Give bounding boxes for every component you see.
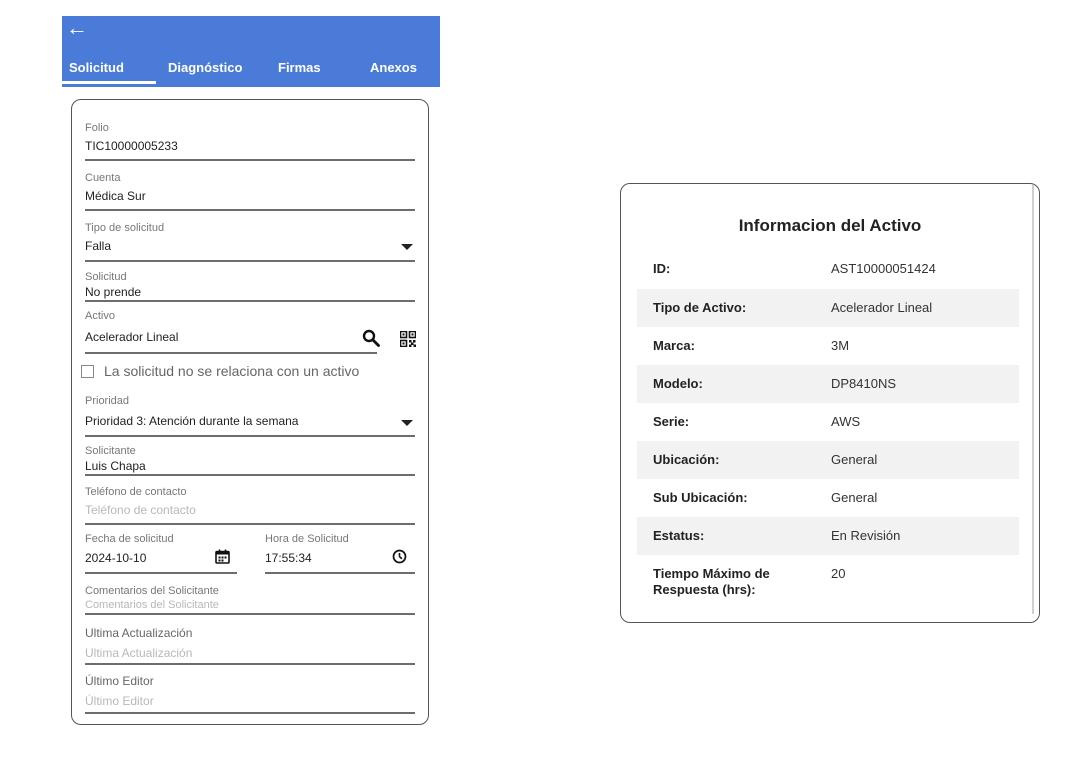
scrollbar[interactable] xyxy=(1032,184,1034,614)
tab-firmas[interactable]: Firmas xyxy=(278,60,321,75)
solicitante-underline xyxy=(85,474,415,476)
solicitante-label: Solicitante xyxy=(85,445,136,457)
solicitud-value[interactable]: No prende xyxy=(85,285,142,299)
hora-value[interactable]: 17:55:34 xyxy=(265,551,312,565)
info-label: Ubicación: xyxy=(653,452,720,467)
info-label-line1: Tiempo Máximo de xyxy=(653,566,770,581)
ultima-actualizacion-label: Ultima Actualización xyxy=(85,626,193,640)
prioridad-label: Prioridad xyxy=(85,395,130,407)
activo-label: Activo xyxy=(85,310,115,322)
activo-underline xyxy=(85,352,377,354)
info-label xyxy=(653,566,770,598)
ultima-actualizacion-input: Ultima Actualización xyxy=(85,646,193,660)
info-row-marca xyxy=(637,327,1019,365)
solicitud-form xyxy=(71,99,429,725)
info-value: 20 xyxy=(831,566,846,581)
info-label: Serie: xyxy=(653,414,690,429)
prioridad-underline xyxy=(85,435,415,437)
comentarios-input[interactable]: Comentarios del Solicitante xyxy=(85,599,219,611)
hora-solicitud-field[interactable] xyxy=(265,533,415,566)
tipo-solicitud-value[interactable]: Falla xyxy=(85,239,112,253)
tipo-solicitud-underline xyxy=(85,260,415,262)
hora-label: Hora de Solicitud xyxy=(265,533,349,545)
folio-label: Folio xyxy=(85,122,109,134)
info-label: ID: xyxy=(653,261,671,276)
folio-field[interactable] xyxy=(85,122,415,154)
fecha-solicitud-field[interactable] xyxy=(85,533,237,566)
info-value: General xyxy=(831,452,878,467)
cuenta-label: Cuenta xyxy=(85,172,121,184)
telefono-label: Teléfono de contacto xyxy=(85,486,187,498)
telefono-field[interactable] xyxy=(85,486,415,518)
no-relaciona-checkbox[interactable] xyxy=(81,365,94,378)
folio-value[interactable]: TIC10000005233 xyxy=(85,139,178,153)
chevron-down-icon[interactable] xyxy=(401,244,413,250)
folio-underline xyxy=(85,159,415,161)
solicitud-field[interactable] xyxy=(85,271,415,300)
info-value: Acelerador Lineal xyxy=(831,300,933,315)
ultimo-editor-field xyxy=(85,675,415,709)
info-row-tipo-activo xyxy=(637,289,1019,327)
tipo-solicitud-label: Tipo de solicitud xyxy=(85,222,165,234)
search-icon[interactable] xyxy=(362,329,380,347)
solicitud-underline xyxy=(85,300,415,302)
prioridad-select[interactable] xyxy=(85,395,415,429)
asset-info-title: Informacion del Activo xyxy=(738,216,922,235)
info-value: General xyxy=(831,490,878,505)
calendar-icon[interactable] xyxy=(215,549,230,564)
info-value: En Revisión xyxy=(831,528,901,543)
info-row-ubicacion xyxy=(637,441,1019,479)
info-row-estatus xyxy=(637,517,1019,555)
telefono-underline xyxy=(85,523,415,525)
tipo-solicitud-select[interactable] xyxy=(85,222,415,254)
clock-icon[interactable] xyxy=(392,549,407,564)
solicitante-field[interactable] xyxy=(85,445,415,474)
info-value: AWS xyxy=(831,414,861,429)
fecha-underline xyxy=(85,572,237,574)
app-bar xyxy=(62,16,440,87)
info-label: Sub Ubicación: xyxy=(653,490,748,505)
tab-solicitud[interactable]: Solicitud xyxy=(62,58,156,84)
solicitante-value[interactable]: Luis Chapa xyxy=(85,459,146,473)
chevron-down-icon[interactable] xyxy=(401,420,413,426)
info-value: 3M xyxy=(831,338,850,353)
ultimo-editor-input: Último Editor xyxy=(85,694,154,708)
asset-info-card xyxy=(620,183,1040,623)
no-relaciona-checkbox-row[interactable] xyxy=(81,362,359,380)
prioridad-value[interactable]: Prioridad 3: Atención durante la semana xyxy=(85,414,299,428)
info-label: Marca: xyxy=(653,338,695,353)
info-label: Modelo: xyxy=(653,376,703,391)
comentarios-underline xyxy=(85,613,415,615)
info-row-id xyxy=(637,250,1019,288)
ultimo-editor-label: Último Editor xyxy=(85,674,154,688)
comentarios-label: Comentarios del Solicitante xyxy=(85,585,219,597)
ultima-actualizacion-underline xyxy=(85,663,415,665)
info-label: Tipo de Activo: xyxy=(653,300,747,315)
info-row-tiempo-maximo xyxy=(637,555,1019,607)
cuenta-underline xyxy=(85,209,415,211)
activo-value[interactable]: Acelerador Lineal xyxy=(85,330,179,344)
ultimo-editor-underline xyxy=(85,712,415,714)
info-label-line2: Respuesta (hrs): xyxy=(653,582,756,597)
cuenta-field[interactable] xyxy=(85,172,415,204)
no-relaciona-label: La solicitud no se relaciona con un activo xyxy=(104,363,360,379)
fecha-value[interactable]: 2024-10-10 xyxy=(85,551,147,565)
tab-anexos[interactable]: Anexos xyxy=(370,60,417,75)
tab-diagnostico[interactable]: Diagnóstico xyxy=(168,60,243,75)
hora-underline xyxy=(265,572,415,574)
info-row-sub-ubicacion xyxy=(637,479,1019,517)
telefono-input[interactable]: Teléfono de contacto xyxy=(85,503,196,517)
info-row-serie xyxy=(637,403,1019,441)
info-value: AST10000051424 xyxy=(831,261,936,276)
info-label: Estatus: xyxy=(653,528,705,543)
qr-code-icon[interactable] xyxy=(400,331,416,347)
solicitud-label: Solicitud xyxy=(85,271,127,283)
info-value: DP8410NS xyxy=(831,376,897,391)
cuenta-value[interactable]: Médica Sur xyxy=(85,189,146,203)
info-row-modelo xyxy=(637,365,1019,403)
activo-field[interactable] xyxy=(85,310,415,345)
tab-bar xyxy=(62,58,440,87)
ultima-actualizacion-field xyxy=(85,627,415,661)
fecha-label: Fecha de solicitud xyxy=(85,533,174,545)
arrow-left-icon[interactable]: ← xyxy=(66,15,88,40)
comentarios-field[interactable] xyxy=(85,585,415,612)
